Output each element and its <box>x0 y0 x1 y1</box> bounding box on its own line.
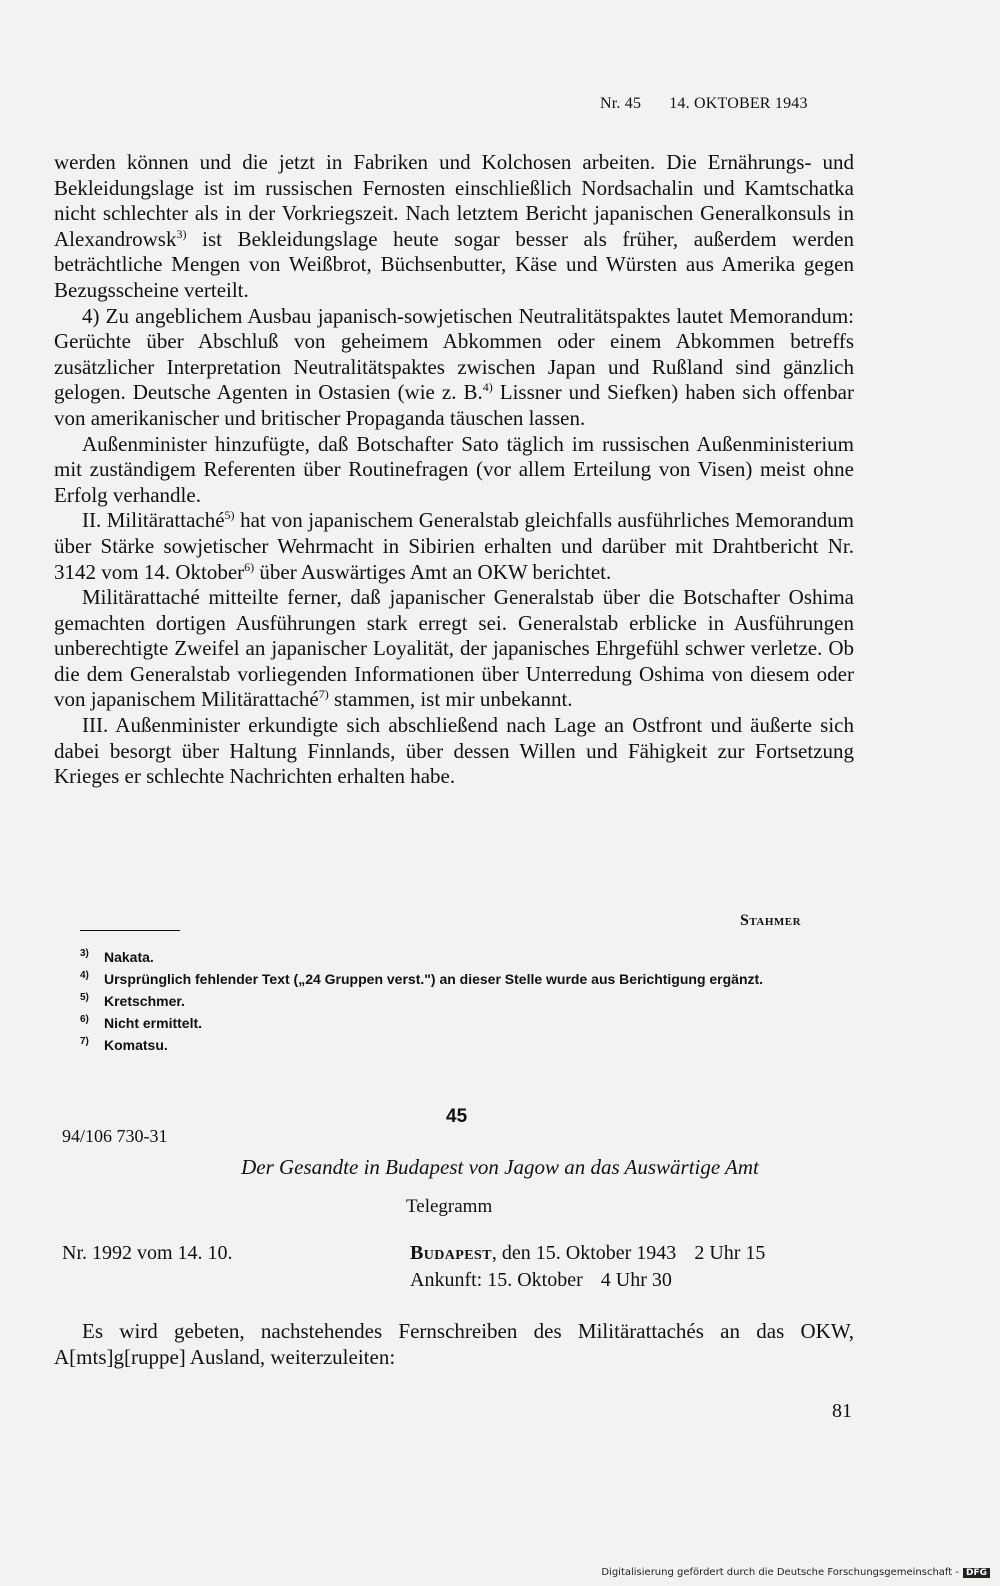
paragraph: II. Militärattaché$^{5)}$ hat von japanischem Generalstab gleichfalls ausführliches Memorandum über Stärke sowjetischer Wehrmacht in Sibirien erhalten und darüber mit Drahtbericht Nr. 3142 vom 14. Oktober$^{6)}$ über Auswärtiges Amt an OKW berichtet. <box>54 508 854 584</box>
footnote-ref[interactable]: 7) <box>318 687 329 702</box>
document-type: Telegramm <box>406 1196 493 1217</box>
footnote-ref[interactable]: 3) <box>176 226 187 241</box>
arrival-time: 4 Uhr 30 <box>600 1269 672 1291</box>
paragraph: 4) Zu angeblichem Ausbau japanisch-sowjetischen Neutralitätspaktes lautet Memorandum: Gerüchte über Abschluß von geheimem Abkommen oder einem Abkommen betreffs zusätzlicher Interpretation Neutralitätspaktes zwischen Japan und Rußland sind gänzlich gelogen. Deutsche Agenten in Ostasien (wie z. B.$^{4)}$ Lissner und Siefken) haben sich offenbar von amerikanischer und britischer Propaganda täuschen lassen. <box>54 303 854 430</box>
footnote-ref[interactable]: 4) <box>482 380 493 395</box>
header-doc-ref: Nr. 45 <box>600 95 642 112</box>
footnote: 5) Kretschmer. <box>80 992 185 1009</box>
page-number: 81 <box>832 1400 852 1422</box>
place-name: Budapest <box>410 1242 492 1264</box>
send-time: 2 Uhr 15 <box>694 1242 766 1264</box>
dfg-logo[interactable]: DFG <box>963 1568 990 1578</box>
body-text <box>54 150 854 790</box>
digitization-footer <box>601 1567 990 1578</box>
footnote-divider <box>80 930 180 931</box>
footnote: 3) Nakata. <box>80 948 154 965</box>
paragraph: Außenminister hinzufügte, daß Botschafter Sato täglich im russischen Außenministerium mit zuständigem Referenten über Routinefragen (vor allem Erteilung von Visen) meist ohne Erfolg verhandle. <box>54 431 854 507</box>
footnote: 6) Nicht ermittelt. <box>80 1014 203 1031</box>
footnote: 7) Komatsu. <box>80 1036 168 1053</box>
paragraph: Militärattaché mitteilte ferner, daß japanischer Generalstab über die Botschafter Oshima gemachten dortigen Ausführungen stark erregt sei. Generalstab erblicke in Ausführungen unberechtigte Zweifel an japanischer Loyalität, der japanisches Ehrgefühl schwer verletze. Ob die dem Generalstab vorliegenden Informationen über Unterredung Oshima von diesem oder von japanischem Militärattaché$^{7)}$ stammen, ist mir unbekannt. <box>54 585 854 712</box>
footer-text: Digitalisierung gefördert durch die Deutsche Forschungsgemeinschaft - <box>601 1567 959 1578</box>
dateline <box>410 1240 765 1294</box>
footnotes <box>80 946 860 1056</box>
header-date: 14. OKTOBER 1943 <box>669 95 808 112</box>
footnote-ref[interactable]: 6) <box>244 559 255 574</box>
footnote: 4) Ursprünglich fehlender Text („24 Gruppen verst.") an dieser Stelle wurde aus Berichtigung ergänzt. <box>80 970 764 987</box>
date-line: , den 15. Oktober 1943 <box>491 1242 677 1264</box>
document-title: Der Gesandte in Budapest von Jagow an das Auswärtige Amt <box>241 1155 759 1179</box>
signature: Stahmer <box>740 912 802 929</box>
file-reference: 94/106 730-31 <box>62 1126 168 1146</box>
footnote-ref[interactable]: 5) <box>224 508 235 523</box>
running-header <box>600 95 855 113</box>
telegram-text: Es wird gebeten, nachstehendes Fernschreiben des Militärattachés an das OKW, A[mts]g[ruppe] Ausland, weiterzuleiten: <box>54 1319 854 1369</box>
paragraph: III. Außenminister erkundigte sich abschließend nach Lage an Ostfront und äußerte sich dabei besorgt über Haltung Finnlands, über dessen Willen und Fähigkeit zur Fortsetzung Krieges er schlechte Nachrichten erhalten habe. <box>54 713 854 789</box>
document-number: 45 <box>446 1106 468 1127</box>
telegram-number: Nr. 1992 vom 14. 10. <box>62 1242 233 1264</box>
arrival-line: Ankunft: 15. Oktober <box>410 1269 583 1291</box>
paragraph: werden können und die jetzt in Fabriken und Kolchosen arbeiten. Die Ernährungs- und Bekleidungslage ist im russischen Fernosten einschließlich Nordsachalin und Kamtschatka nicht schlechter als in der Vorkriegszeit. Nach letztem Bericht japanischen Generalkonsuls in Alexandrowsk$^{3)}$ ist Bekleidungslage heute sogar besser als früher, außerdem werden beträchtliche Mengen von Weißbrot, Büchsenbutter, Käse und Würsten aus Amerika gegen Bezugsscheine verteilt. <box>54 150 854 302</box>
